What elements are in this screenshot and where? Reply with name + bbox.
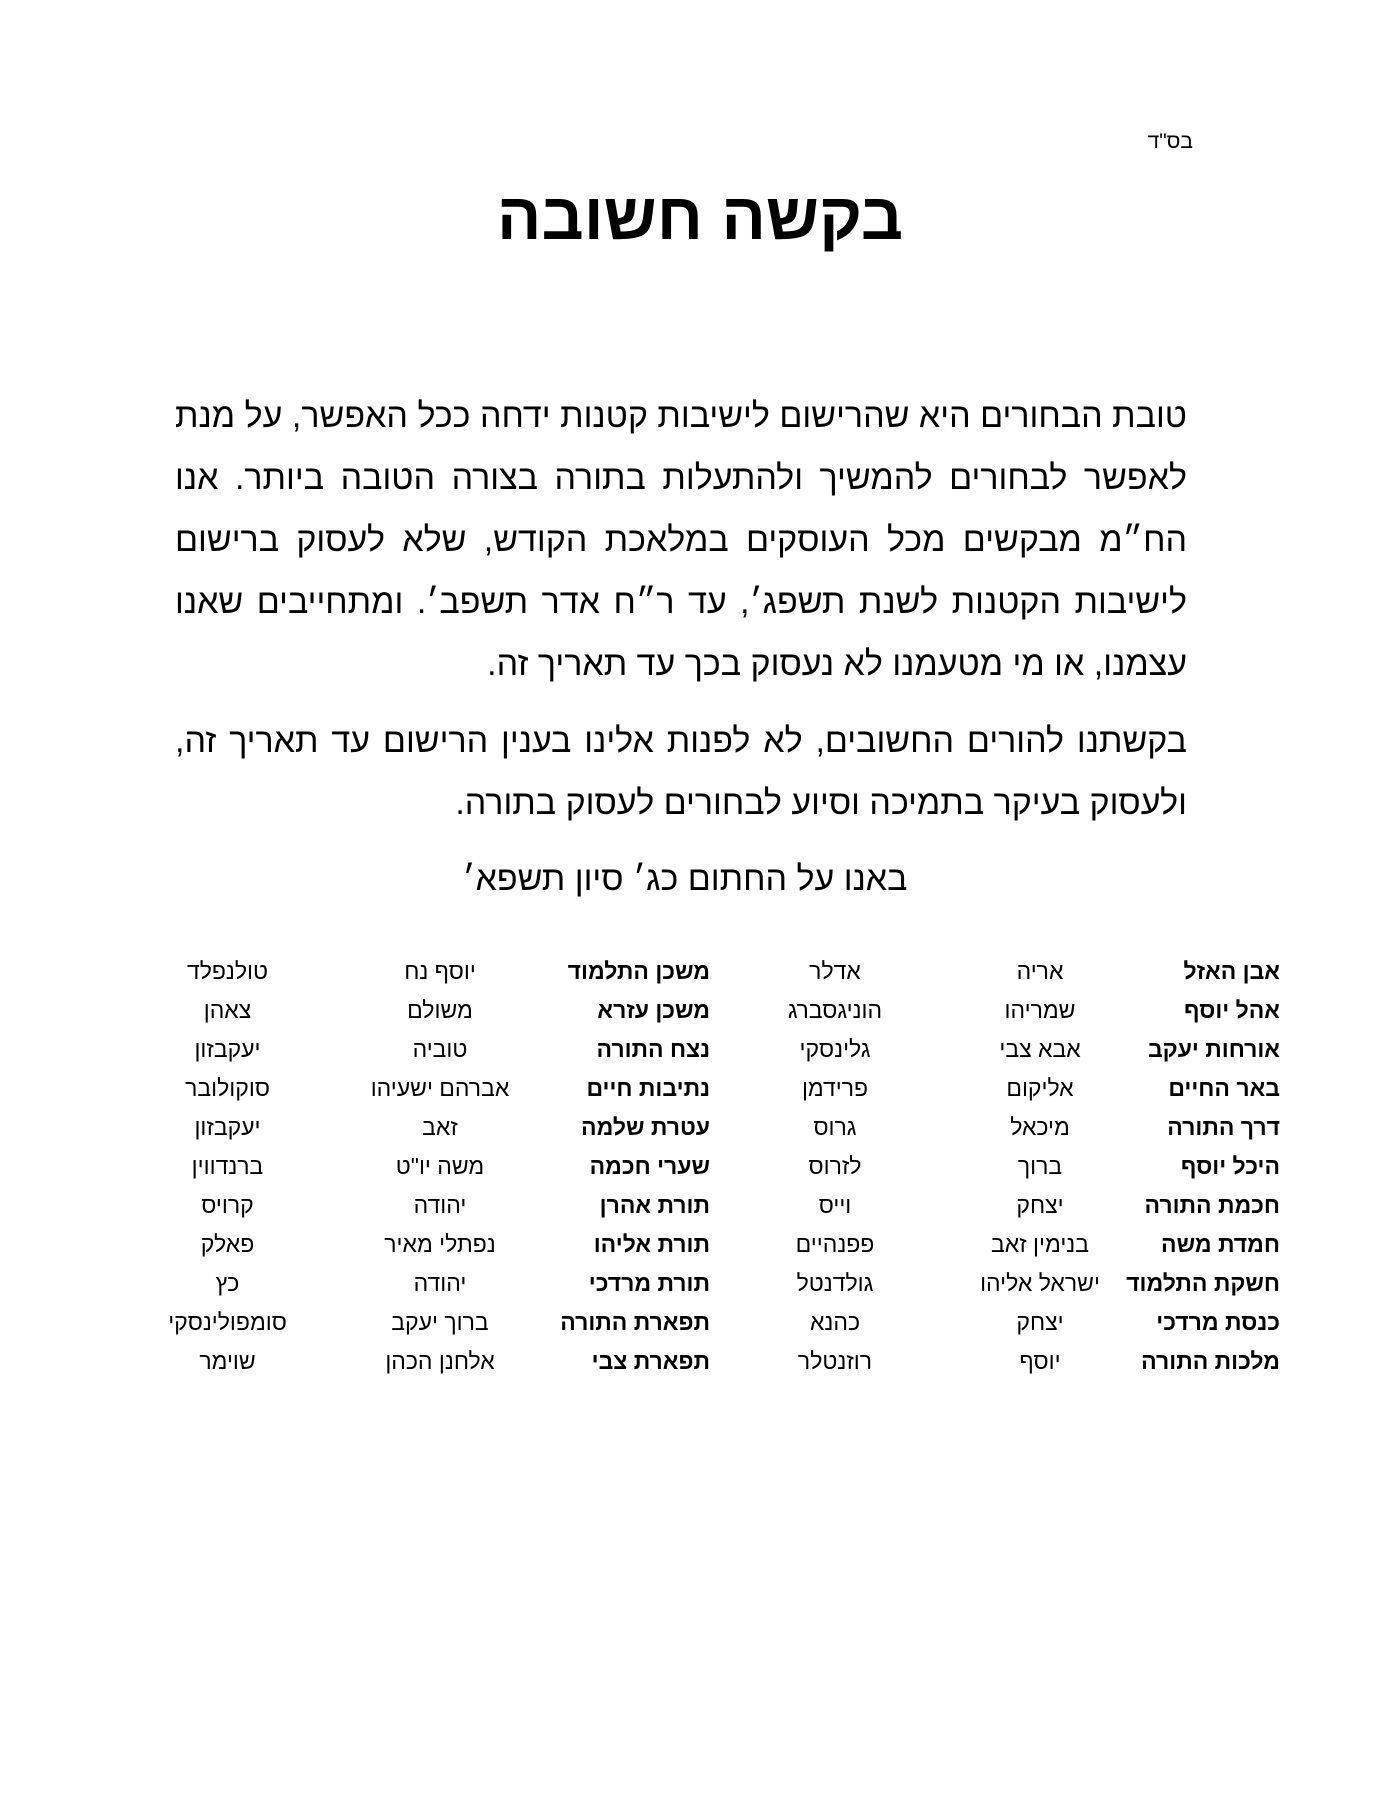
first-name: זאב (422, 1114, 458, 1140)
last-name: רוזנטלר (797, 1348, 873, 1374)
last-name: הוניגסברג (787, 997, 883, 1023)
signatory-row (110, 1225, 1280, 1264)
last-name: יעקבזון (194, 1114, 261, 1140)
institution-name: אורחות יעקב (1147, 1036, 1280, 1062)
institution-name: תורת מרדכי (588, 1270, 710, 1296)
first-name: אריה (1016, 958, 1064, 984)
first-name: יצחק (1016, 1309, 1064, 1335)
first-name: נפתלי מאיר (384, 1231, 496, 1257)
signatory-row (110, 1030, 1280, 1069)
first-name: ישראל אליהו (980, 1270, 1100, 1296)
institution-name: חשקת התלמוד (1126, 1270, 1280, 1296)
last-name: סוקולובר (185, 1075, 270, 1101)
signatories-table (110, 952, 1280, 1381)
institution-name: אבן האזל (1183, 958, 1280, 984)
first-name: יוסף נח (404, 958, 476, 984)
signatory-row (110, 1108, 1280, 1147)
page-title: בקשה חשובה (496, 179, 904, 253)
institution-name: באר החיים (1168, 1075, 1280, 1101)
signatory-row (110, 991, 1280, 1030)
last-name: שוימר (199, 1348, 256, 1374)
first-name: משולם (407, 997, 473, 1023)
institution-name: חכמת התורה (1144, 1192, 1280, 1218)
first-name: יהודה (413, 1270, 467, 1296)
signatory-row (110, 1186, 1280, 1225)
signatory-row (110, 1069, 1280, 1108)
last-name: פפנהיים (795, 1231, 875, 1257)
institution-name: חמדת משה (1161, 1231, 1280, 1257)
first-name: אלחנן הכהן (385, 1348, 495, 1374)
last-name: כהנא (809, 1309, 861, 1335)
first-name: משה יו"ט (395, 1153, 485, 1179)
institution-name: עטרת שלמה (581, 1114, 710, 1140)
first-name: בנימין זאב (991, 1231, 1089, 1257)
institution-name: נצח התורה (596, 1036, 710, 1062)
first-name: מיכאל (1010, 1114, 1070, 1140)
institution-name: משכן עזרא (597, 997, 710, 1023)
signatory-row (110, 1147, 1280, 1186)
signatory-row (110, 952, 1280, 991)
last-name: יעקבזון (194, 1036, 261, 1062)
last-name: גרוס (813, 1114, 857, 1140)
last-name: צאהן (203, 997, 252, 1023)
last-name: ברנדווין (191, 1153, 264, 1179)
institution-name: היכל יוסף (1180, 1153, 1280, 1179)
last-name: גולדנטל (796, 1270, 874, 1296)
last-name: וייס (818, 1192, 852, 1218)
signature-line: באנו על החתום כג׳ סיון תשפא׳ (462, 860, 908, 898)
last-name: לזרוס (808, 1153, 862, 1179)
signatory-row (110, 1342, 1280, 1381)
bsd-header: בס"ד (1147, 130, 1193, 153)
last-name: קרויס (201, 1192, 254, 1218)
first-name: יצחק (1016, 1192, 1064, 1218)
last-name: טולנפלד (186, 958, 269, 984)
first-name: ברוך (1017, 1153, 1063, 1179)
first-name: יוסף (1019, 1348, 1061, 1374)
institution-name: מלכות התורה (1141, 1348, 1280, 1374)
signatory-row (110, 1303, 1280, 1342)
institution-name: שערי חכמה (589, 1153, 710, 1179)
institution-name: תורת אהרן (599, 1192, 710, 1218)
institution-name: כנסת מרדכי (1156, 1309, 1280, 1335)
paragraph-parents-request: בקשתנו להורים החשובים, לא לפנות אלינו בענין הרישום עד תאריך זה, ולעסוק בעיקר בתמיכה וסיוע לבחורים לעסוק בתורה. (175, 722, 1187, 822)
institution-name: תפארת התורה (560, 1309, 710, 1335)
last-name: אדלר (809, 958, 861, 984)
last-name: סומפולינסקי (168, 1309, 287, 1335)
first-name: טוביה (412, 1036, 468, 1062)
paragraph-main-request: טובת הבחורים היא שהרישום לישיבות קטנות ידחה ככל האפשר, על מנת לאפשר לבחורים להמשיך ולהתעלות בתורה בצורה הטובה ביותר. אנו הח״מ מבקשים מכל העוסקים במלאכת הקודש, שלא לעסוק ברישום לישיבות הקטנות לשנת תשפג׳, עד ר״ח אדר תשפב׳. ומתחייבים שאנו עצמנו, או מי מטעמנו לא נעסוק בכך עד תאריך זה. (175, 397, 1187, 683)
last-name: פאלק (200, 1231, 255, 1257)
last-name: פרידמן (801, 1075, 869, 1101)
institution-name: דרך התורה (1167, 1114, 1280, 1140)
institution-name: תפארת צבי (591, 1348, 710, 1374)
first-name: אליקום (1006, 1075, 1074, 1101)
institution-name: תורת אליהו (593, 1231, 710, 1257)
first-name: אבא צבי (999, 1036, 1081, 1062)
institution-name: משכן התלמוד (567, 958, 710, 984)
first-name: שמריהו (1004, 997, 1076, 1023)
last-name: גלינסקי (799, 1036, 871, 1062)
first-name: אברהם ישעיהו (370, 1075, 510, 1101)
first-name: יהודה (413, 1192, 467, 1218)
last-name: כץ (215, 1270, 240, 1296)
signatory-row (110, 1264, 1280, 1303)
institution-name: אהל יוסף (1183, 997, 1280, 1023)
first-name: ברוך יעקב (391, 1309, 489, 1335)
institution-name: נתיבות חיים (586, 1075, 710, 1101)
